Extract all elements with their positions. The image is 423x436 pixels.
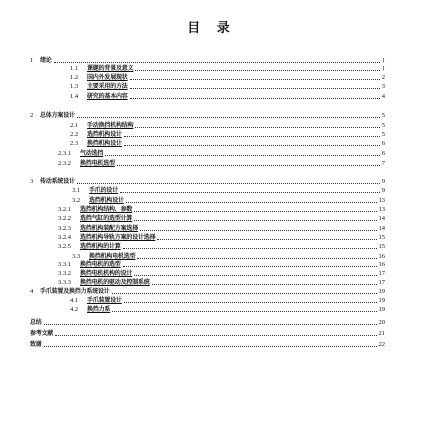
toc-entry-page: 16 <box>378 261 385 268</box>
toc-entry-page: 13 <box>378 197 385 204</box>
toc-entry-page: 17 <box>378 279 385 286</box>
toc-entry-label: 研究的基本内容 <box>87 93 128 100</box>
toc-entry-label: 换挡电机选型 <box>80 160 115 167</box>
toc-entry[interactable] <box>0 206 423 215</box>
toc-entry-page: 5 <box>381 112 385 119</box>
page-title: 目 录 <box>187 21 236 36</box>
toc-entry-page: 1 <box>381 65 385 72</box>
toc-entry-label: 换挡机构设计 <box>87 140 122 147</box>
toc-entry-number: 4.1 <box>70 297 79 304</box>
toc-leader-dots <box>130 79 380 80</box>
toc-entry-number: 2.3.1 <box>58 150 71 157</box>
toc-entry-page: 9 <box>381 178 385 185</box>
toc-entry[interactable] <box>0 234 423 243</box>
toc-entry-label: 传动系统设计 <box>40 178 75 185</box>
toc-leader-dots <box>140 230 376 231</box>
toc-entry[interactable] <box>0 93 423 102</box>
toc-entry-label: 换挡机构电机选型 <box>89 253 136 260</box>
toc-leader-dots <box>77 183 380 184</box>
toc-entry[interactable] <box>0 83 423 92</box>
toc-entry[interactable] <box>0 297 423 306</box>
toc-leader-dots <box>54 62 380 63</box>
toc-leader-dots <box>152 284 377 285</box>
toc-leader-dots <box>77 117 380 118</box>
toc-entry-page: 9 <box>381 187 385 194</box>
toc-entry[interactable] <box>0 288 423 297</box>
toc-entry-label: 国内外发展现状 <box>87 74 128 81</box>
toc-entry-number: 1 <box>30 57 34 64</box>
toc-leader-dots <box>55 335 376 336</box>
toc-entry[interactable] <box>0 306 423 315</box>
toc-entry[interactable] <box>0 65 423 74</box>
toc-leader-dots <box>120 192 380 193</box>
toc-entry-label: 气动选挡 <box>80 150 104 157</box>
toc-leader-dots <box>124 145 380 146</box>
toc-entry-page: 14 <box>378 215 385 222</box>
toc-entry-page: 5 <box>381 131 385 138</box>
toc-entry[interactable] <box>0 243 423 252</box>
toc-leader-dots <box>137 258 376 259</box>
toc-entry-number: 2.1 <box>70 122 79 129</box>
toc-leader-dots <box>130 98 380 99</box>
toc-entry-label: 课题的背景及意义 <box>87 65 134 72</box>
toc-entry-page: 19 <box>378 297 385 304</box>
toc-leader-dots <box>123 266 377 267</box>
toc-entry-page: 19 <box>378 306 385 313</box>
toc-entry-page: 4 <box>381 93 385 100</box>
toc-entry[interactable] <box>0 74 423 83</box>
toc-entry-label: 换挡电机的选型 <box>80 261 121 268</box>
toc-entry[interactable] <box>0 197 423 206</box>
toc-entry-label: 换挡电机的驱动及控制系统 <box>80 279 150 286</box>
toc-entry[interactable] <box>0 330 423 339</box>
toc-entry-number: 2.3.2 <box>58 160 71 167</box>
toc-entry[interactable] <box>0 112 423 121</box>
toc-entry[interactable] <box>0 122 423 131</box>
toc-leader-dots <box>134 220 376 221</box>
toc-entry-label: 选挡气缸的选型计算 <box>80 215 133 222</box>
toc-leader-dots <box>44 324 377 325</box>
toc-entry-label: 总结 <box>30 319 42 326</box>
toc-entry-number: 3.2.3 <box>58 225 71 232</box>
toc-entry-number: 2.2 <box>70 131 79 138</box>
toc-entry-page: 16 <box>378 253 385 260</box>
toc-entry-label: 手爪装置设计 <box>87 297 122 304</box>
toc-entry-number: 1.3 <box>70 83 79 90</box>
toc-leader-dots <box>157 239 376 240</box>
toc-entry-page: 1 <box>381 57 385 64</box>
toc-leader-dots <box>135 70 379 71</box>
toc-entry[interactable] <box>0 270 423 279</box>
toc-entry[interactable] <box>0 225 423 234</box>
toc-entry-number: 3.2.2 <box>58 215 71 222</box>
toc-entry-number: 3.1 <box>72 187 81 194</box>
toc-entry-page: 2 <box>381 74 385 81</box>
toc-entry[interactable] <box>0 160 423 169</box>
toc-entry-label: 手爪的设计 <box>89 187 119 194</box>
toc-entry-page: 15 <box>378 243 385 250</box>
toc-leader-dots <box>124 302 377 303</box>
toc-entry-page: 6 <box>381 150 385 157</box>
toc-entry-page: 5 <box>381 122 385 129</box>
toc-leader-dots <box>134 211 376 212</box>
toc-entry-label: 选挡机构导轨方案的设计选择 <box>80 234 156 241</box>
toc-entry-number: 3.2 <box>72 197 81 204</box>
toc-leader-dots <box>124 136 380 137</box>
toc-entry-page: 21 <box>378 330 385 337</box>
toc-entry-page: 13 <box>378 206 385 213</box>
toc-entry[interactable] <box>0 131 423 140</box>
toc-entry-number: 1.4 <box>70 93 79 100</box>
toc-entry-number: 1.1 <box>70 65 79 72</box>
toc-leader-dots <box>134 275 376 276</box>
toc-entry-number: 2.3 <box>70 140 79 147</box>
toc-entry[interactable] <box>0 341 423 350</box>
toc-leader-dots <box>123 248 377 249</box>
toc-entry-label: 选挡机构装配方案选择 <box>80 225 139 232</box>
toc-entry-page: 3 <box>381 83 385 90</box>
toc-entry[interactable] <box>0 261 423 270</box>
toc-entry[interactable] <box>0 279 423 288</box>
toc-entry-page: 7 <box>381 160 385 167</box>
toc-entry-number: 3.3.2 <box>58 270 71 277</box>
toc-entry-page: 19 <box>378 288 385 295</box>
toc-entry-label: 换挡电机机构的设计 <box>80 270 133 277</box>
toc-entry-label: 手动换挡机构结构 <box>87 122 134 129</box>
toc-leader-dots <box>135 127 379 128</box>
toc-leader-dots <box>112 293 377 294</box>
toc-entry[interactable] <box>0 215 423 224</box>
toc-entry[interactable] <box>0 319 423 328</box>
toc-entry-page: 20 <box>378 319 385 326</box>
toc-entry-label: 换挡力系 <box>87 306 111 313</box>
toc-entry-page: 14 <box>378 225 385 232</box>
toc-entry-label: 选挡机构的计算 <box>80 243 121 250</box>
toc-entry-number: 3.2.5 <box>58 243 71 250</box>
toc-entry[interactable] <box>0 150 423 159</box>
toc-entry-number: 1.2 <box>70 74 79 81</box>
toc-entry-page: 22 <box>378 341 385 348</box>
toc-entry-label: 参考文献 <box>30 330 54 337</box>
toc-entry-label: 绪论 <box>40 57 52 64</box>
toc-leader-dots <box>126 202 377 203</box>
toc-entry-number: 3.3 <box>72 253 81 260</box>
toc-leader-dots <box>44 346 377 347</box>
toc-entry-label: 总体方案设计 <box>40 112 75 119</box>
toc-entry-number: 3 <box>30 178 34 185</box>
toc-entry-page: 17 <box>378 270 385 277</box>
toc-entry-page: 15 <box>378 234 385 241</box>
toc-entry-label: 选挡机构结构、参数 <box>80 206 133 213</box>
toc-entry-label: 手爪装置及换挡力系统设计 <box>40 288 110 295</box>
toc-entry-number: 3.2.4 <box>58 234 71 241</box>
toc-entry-number: 3.3.1 <box>58 261 71 268</box>
toc-entry-label: 致谢 <box>30 341 42 348</box>
toc-leader-dots <box>105 155 380 156</box>
toc-leader-dots <box>112 311 376 312</box>
toc-entry-label: 选挡机构设计 <box>89 197 124 204</box>
toc-entry-number: 4.2 <box>70 306 79 313</box>
toc-entry[interactable] <box>0 178 423 187</box>
toc-entry-number: 3.3.3 <box>58 279 71 286</box>
toc-entry[interactable] <box>0 140 423 149</box>
toc-entry-number: 3.2.1 <box>58 206 71 213</box>
toc-leader-dots <box>117 165 380 166</box>
toc-entry-page: 6 <box>381 140 385 147</box>
toc-entry-number: 2 <box>30 112 34 119</box>
toc-entry-label: 主要采用的方法 <box>87 83 128 90</box>
toc-entry-label: 选挡机构设计 <box>87 131 122 138</box>
toc-entry-number: 4 <box>30 288 34 295</box>
toc-entry[interactable] <box>0 187 423 196</box>
toc-leader-dots <box>130 88 380 89</box>
